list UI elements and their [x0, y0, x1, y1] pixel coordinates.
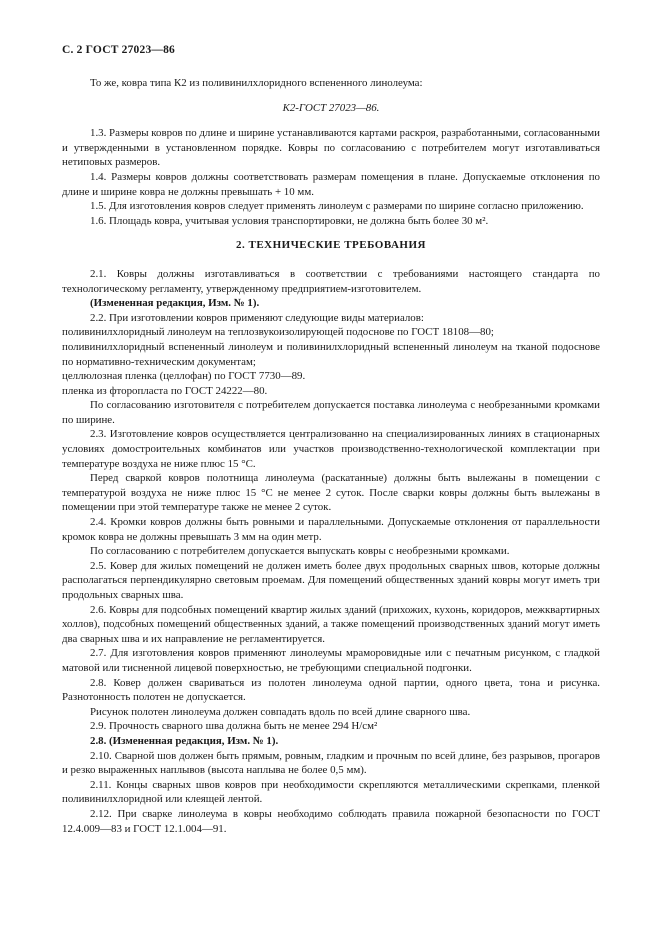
revision-note-2-8: 2.8. (Измененная редакция, Изм. № 1).	[90, 734, 279, 747]
revision-note-1: (Измененная редакция, Изм. № 1).	[90, 297, 260, 310]
paragraph-2-1: 2.1. Ковры должны изготавливаться в соответствии с требованиями настоящего стандарта по технологическому регламенту, утвержденному предприятием-изготовителем.	[62, 267, 600, 295]
paragraph-2-2: 2.2. При изготовлении ковров применяют следующие виды материалов:	[90, 311, 424, 324]
paragraph-2-8: 2.8. Ковер должен свариваться из полотен линолеума одной партии, одного цвета, тона и рисунка. Разнотонность полотен не допускается.	[62, 676, 600, 704]
paragraph-2-12: 2.12. При сварке линолеума в ковры необходимо соблюдать правила пожарной безопасности по ГОСТ 12.4.009—83 и ГОСТ 12.1.004—91.	[62, 807, 600, 835]
paragraph-1-3: 1.3. Размеры ковров по длине и ширине устанавливаются картами раскроя, разработанными, согласованными и утвержденными в установленном порядке. Ковры по согласованию с потребителем могут изготавливаться нетиповых размеров.	[62, 127, 601, 169]
paragraph-2-5: 2.5. Ковер для жилых помещений не должен иметь более двух продольных сварных швов, которые должны располагаться перпендикулярно световым проемам. Для помещений общественных зданий ковры могут иметь три продольных сварных шва.	[62, 559, 600, 601]
material-item-3: целлюлозная пленка (целлофан) по ГОСТ 7730—89.	[62, 370, 306, 383]
paragraph-2-10: 2.10. Сварной шов должен быть прямым, ровным, гладким и прочным по всей длине, без разрывов, прогаров и резко выраженных наплывов (высота наплыва не более 0,5 мм).	[62, 749, 600, 777]
paragraph-1-6: 1.6. Площадь ковра, учитывая условия транспортировки, не должна быть более 30 м².	[90, 214, 489, 227]
paragraph-2-3: 2.3. Изготовление ковров осуществляется централизованно на специализированных линиях в стационарных условиях домостроительных комбинатов или участков производственно-технологической комплектации при температуре воздуха не ниже плюс 15 °С.	[62, 428, 600, 470]
paragraph-2-4-note: По согласованию с потребителем допускается выпускать ковры с необрезными кромками.	[90, 545, 510, 558]
paragraph-2-2-note: По согласованию изготовителя с потребителем допускается поставка линолеума с необрезанными кромками по ширине.	[62, 399, 600, 426]
page-header: С. 2 ГОСТ 27023—86	[62, 44, 175, 56]
section-title: 2. ТЕХНИЧЕСКИЕ ТРЕБОВАНИЯ	[236, 239, 426, 252]
material-item-1: поливинилхлоридный линолеум на теплозвукоизолирующей подоснове по ГОСТ 18108—80;	[62, 326, 494, 339]
document-body	[62, 76, 600, 836]
paragraph-2-9: 2.9. Прочность сварного шва должна быть не менее 294 Н/см²	[90, 720, 378, 733]
material-item-4: пленка из фторопласта по ГОСТ 24222—80.	[62, 384, 268, 397]
material-item-2: поливинилхлоридный вспененный линолеум и поливинилхлоридный вспененный линолеум на тканой подоснове по нормативно-техническим документам;	[62, 340, 600, 368]
paragraph-2-6: 2.6. Ковры для подсобных помещений квартир жилых зданий (прихожих, кухонь, коридоров, межквартирных холлов), подсобных помещений общественных зданий, а также помещений производственных зданий могут иметь два сварных шва и их направление не регламентируется.	[62, 603, 600, 645]
paragraph-2-7: 2.7. Для изготовления ковров применяют линолеумы мраморовидные или с печатным рисунком, с гладкой матовой или тисненной лицевой поверхностью, не требующими специальной подгонки.	[62, 647, 600, 674]
paragraph-2-8-note: Рисунок полотен линолеума должен совпадать вдоль по всей длине сварного шва.	[90, 705, 471, 718]
paragraph-2-4: 2.4. Кромки ковров должны быть ровными и параллельными. Допускаемые отклонения от параллельности кромок ковра не должны превышать 3 мм на один метр.	[62, 516, 600, 543]
paragraph-2-11: 2.11. Концы сварных швов ковров при необходимости скрепляются металлическими скрепками, пленкой поливинилхлоридной или клеящей лентой.	[62, 778, 600, 806]
paragraph-2-3-note: Перед сваркой ковров полотнища линолеума (раскатанные) должны быть вылежаны в помещении с температурой воздуха не ниже плюс 15 °С не менее 2 суток. После сварки ковры должны быть вылежаны в помещении при этой температуре также не менее 2 суток.	[62, 472, 600, 514]
paragraph-k2-intro: То же, ковра типа К2 из поливинилхлоридного вспененного линолеума:	[90, 77, 423, 89]
paragraph-1-4: 1.4. Размеры ковров должны соответствовать размерам помещения в плане. Допускаемые отклонения по длине и ширине ковра не должны превышать + 10 мм.	[62, 170, 600, 198]
designation-k2: К2-ГОСТ 27023—86.	[282, 101, 380, 114]
paragraph-1-5: 1.5. Для изготовления ковров следует применять линолеум с размерами по ширине согласно приложению.	[90, 200, 584, 213]
